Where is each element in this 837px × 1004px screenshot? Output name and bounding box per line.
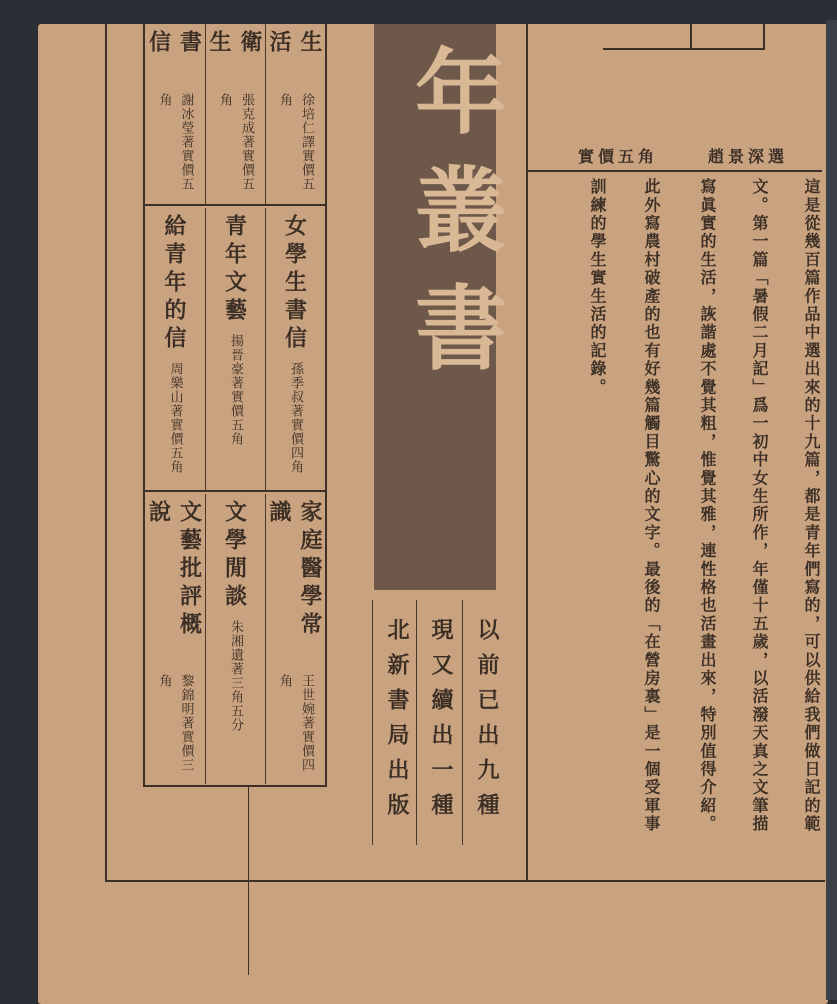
book-author: 黎錦明著 xyxy=(178,673,194,730)
series-title: 年叢書 xyxy=(400,44,508,398)
book-spine-edge xyxy=(826,20,837,1000)
book-price: 實價四角 xyxy=(288,418,303,474)
book-title: 生活 xyxy=(266,30,323,58)
featured-header xyxy=(528,24,822,172)
row-divider xyxy=(145,204,325,206)
book-item xyxy=(145,24,204,204)
book-price: 實價四角 xyxy=(277,673,314,772)
book-price: 實價五角 xyxy=(277,93,314,192)
book-author: 謝冰瑩著 xyxy=(178,93,194,150)
book-item xyxy=(205,494,264,784)
featured-editor: 趙景深選 xyxy=(708,147,789,166)
book-item xyxy=(145,494,204,784)
book-item xyxy=(265,208,324,490)
book-author: 周樂山著 xyxy=(167,362,183,418)
notice-line: 現又續出一種 xyxy=(416,600,457,845)
featured-price: 實價五角 xyxy=(578,147,659,166)
book-title: 女學生書信 xyxy=(281,214,308,354)
book-price: 實價三角 xyxy=(156,673,194,772)
row-divider xyxy=(145,490,325,492)
book-title: 文學閒談 xyxy=(221,500,248,612)
book-author: 張克成著 xyxy=(239,93,254,150)
book-price: 實價五角 xyxy=(228,390,243,446)
description-column: 寫眞實的生活，詼諧處不覺其粗，惟覺其雅，連性格也活畫出來，特別值得介紹。 xyxy=(698,178,717,834)
book-item xyxy=(205,24,264,204)
description-column: 這是從幾百篇作品中選出來的十九篇，都是青年們寫的，可以供給我們做日記的範 xyxy=(802,178,821,834)
header-rule xyxy=(603,48,763,50)
notice-line: 以前已出九種 xyxy=(462,600,503,845)
description-column: 文。第一篇「暑假二月記」爲一初中女生所作，年僅十五歲，以活潑天真之文筆描 xyxy=(750,178,769,834)
book-author: 揚晉豪著 xyxy=(228,334,243,390)
series-title-banner xyxy=(374,24,508,590)
book-price: 三角五分 xyxy=(228,676,243,732)
book-title: 給青年的信 xyxy=(161,214,187,354)
left-border-line xyxy=(105,24,107,882)
header-rule xyxy=(763,24,765,50)
book-item xyxy=(145,208,204,490)
book-title: 家庭醫學常識 xyxy=(266,500,323,640)
notice-line: 北新書局出版 xyxy=(372,600,413,845)
description-column: 訓練的學生實生活的記錄。 xyxy=(588,178,607,397)
book-item xyxy=(265,24,324,204)
book-author: 徐培仁譯 xyxy=(299,93,314,150)
book-author: 孫季叔著 xyxy=(288,362,303,418)
book-item xyxy=(205,208,264,490)
book-list-grid xyxy=(143,24,327,787)
book-author: 王世婉著 xyxy=(299,673,314,730)
book-price: 實價五角 xyxy=(217,93,254,192)
book-author: 朱湘遺著 xyxy=(228,620,243,676)
header-rule xyxy=(690,24,692,48)
book-price: 實價五角 xyxy=(167,418,183,474)
book-item xyxy=(265,494,324,784)
description-column: 此外寫農村破產的也有好幾篇觸目驚心的文字。最後的「在營房裏」是一個受軍事 xyxy=(642,178,661,834)
bottom-border-line xyxy=(105,880,825,882)
book-title: 文藝批評概說 xyxy=(145,500,203,640)
book-title: 青年文藝 xyxy=(221,214,248,326)
book-title: 衛生 xyxy=(206,30,263,58)
book-title: 書信 xyxy=(145,30,203,58)
book-price: 實價五角 xyxy=(156,93,194,192)
lower-divider-line xyxy=(248,785,249,975)
